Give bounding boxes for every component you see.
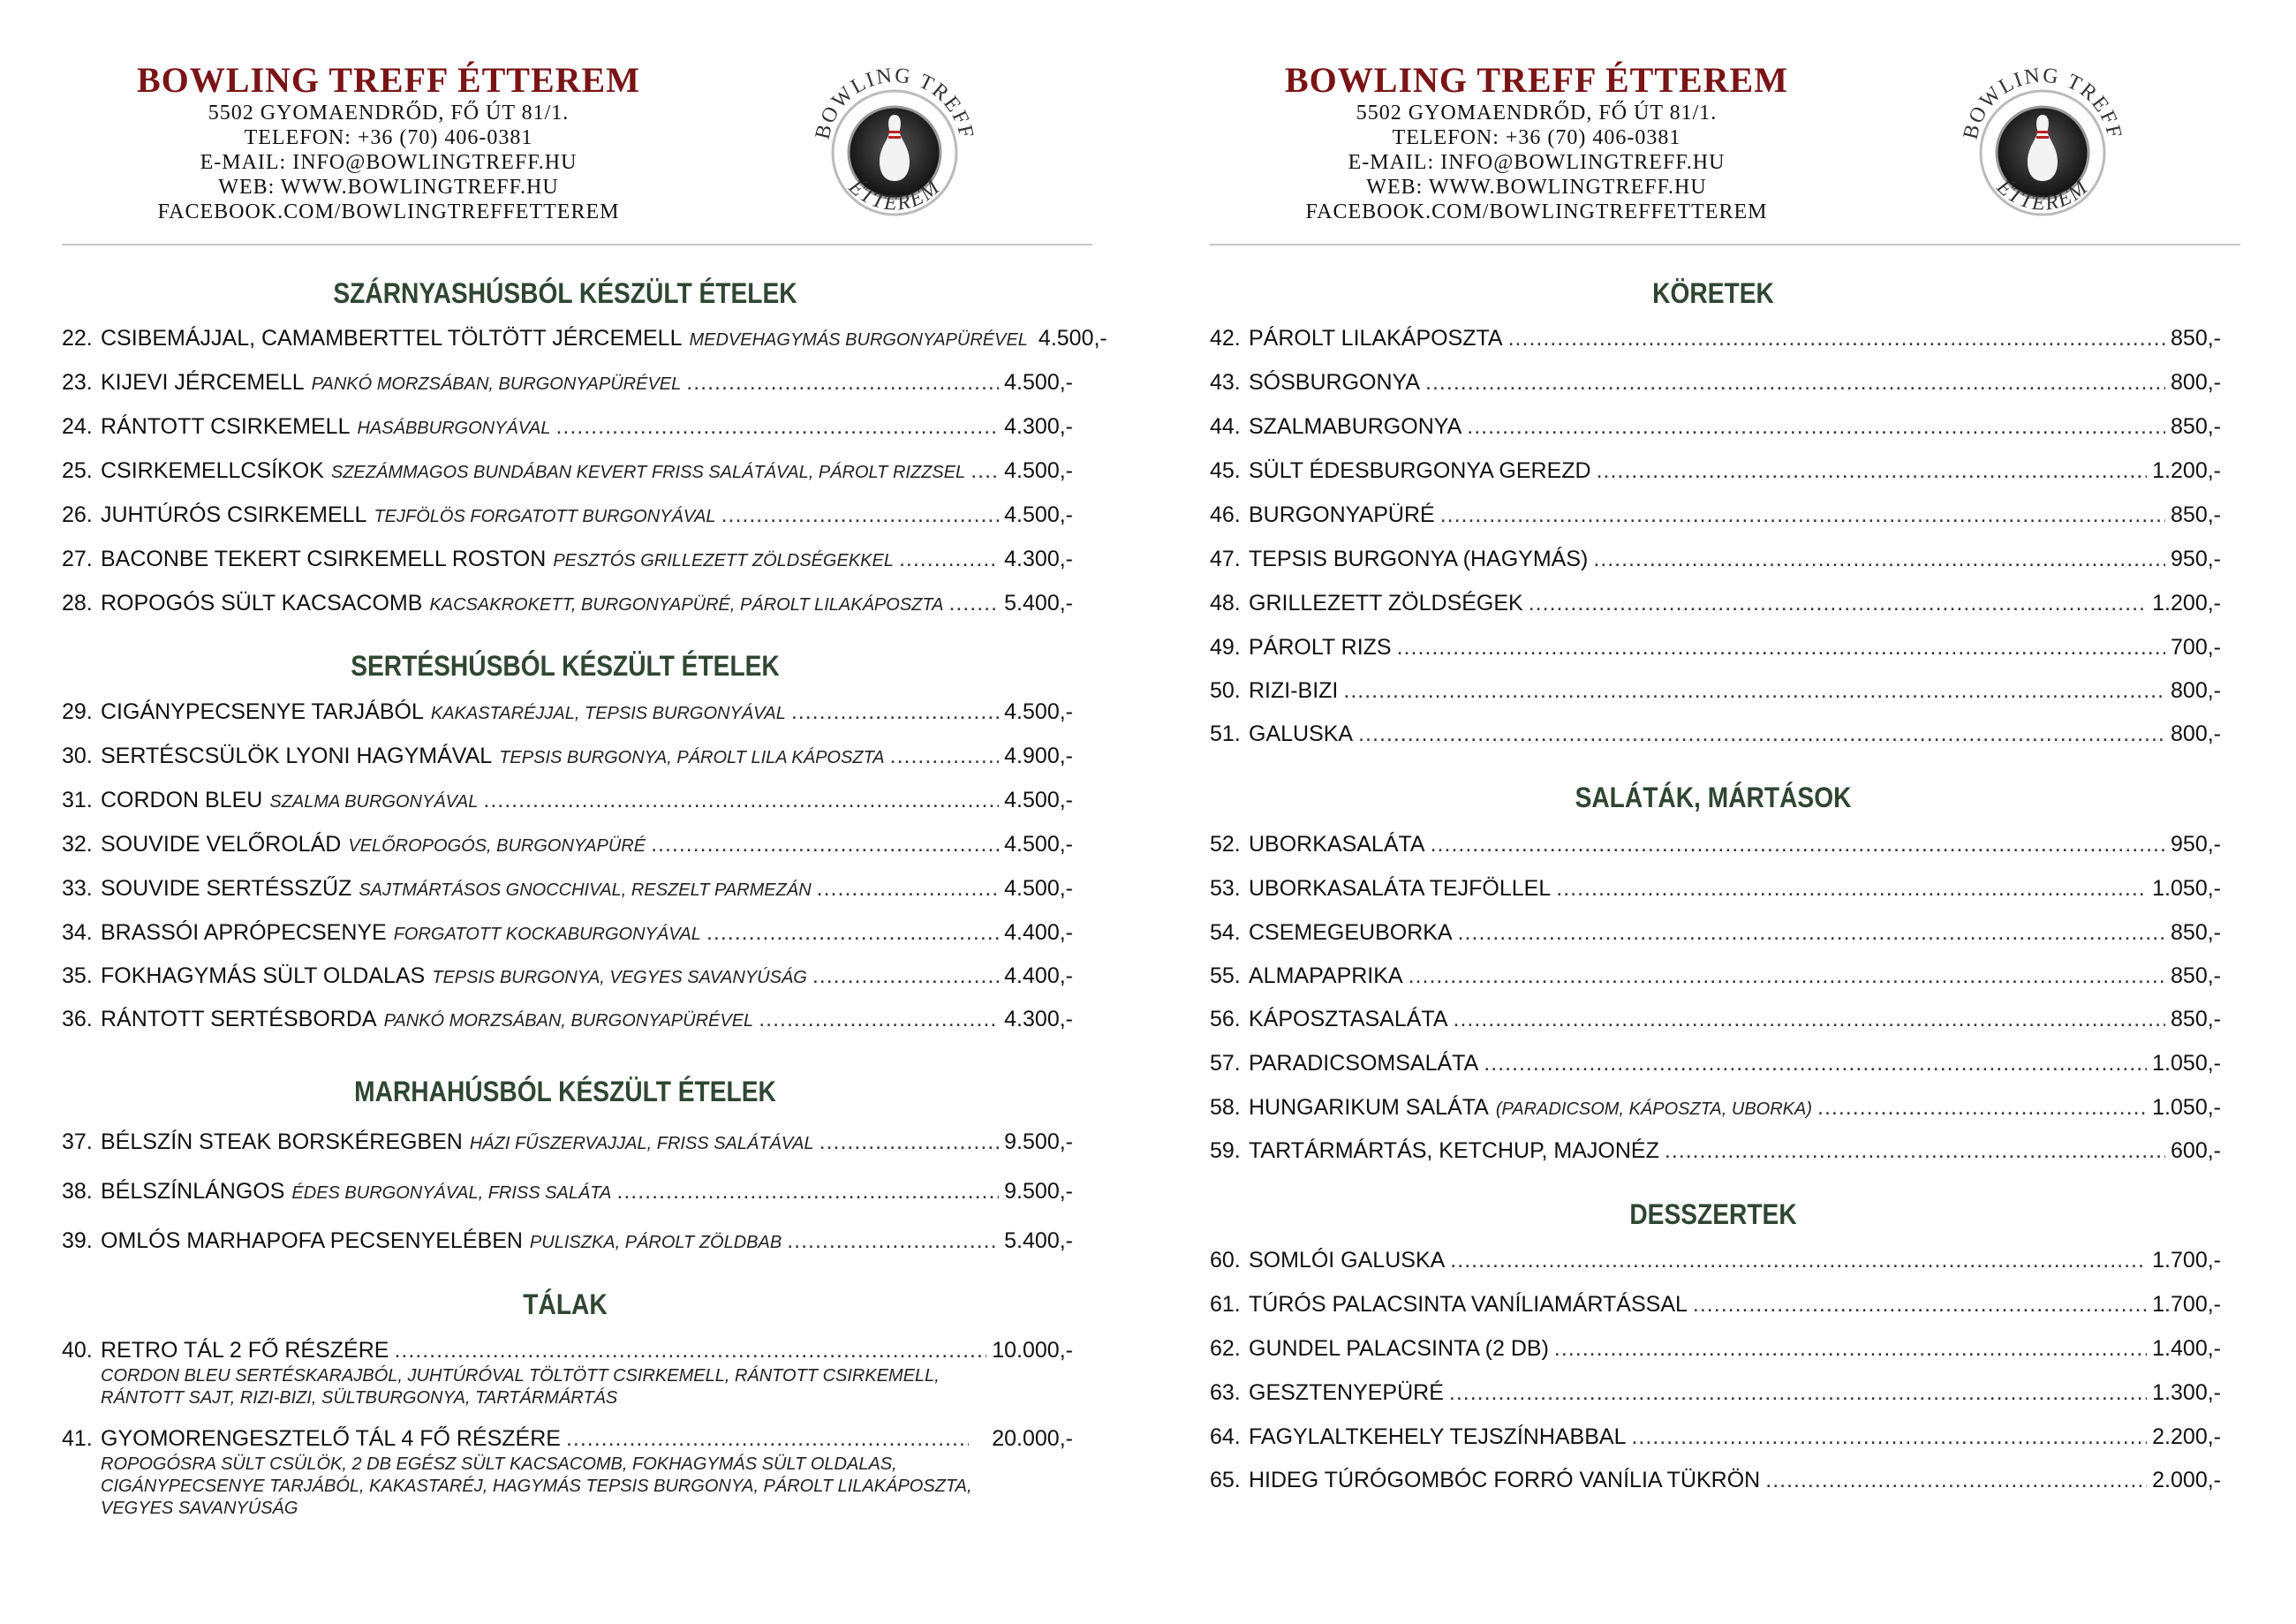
menu-item: 63. GESZTENYEPÜRÉ ..... 1.300,- — [1210, 1378, 2221, 1408]
menu-item: 47. TEPSIS BURGONYA (HAGYMÁS) ..... 950,- — [1210, 544, 2221, 574]
menu-item: 42. PÁROLT LILAKÁPOSZTA ..... 850,- — [1210, 323, 2221, 353]
section-title-salads: SALÁTÁK, MÁRTÁSOK — [1575, 782, 1852, 813]
section-title-pork: SERTÉSHÚSBÓL KÉSZÜLT ÉTELEK — [351, 650, 780, 682]
menu-item: 33. SOUVIDE SERTÉSSZŰZ SAJTMÁRTÁSOS GNOCCHIVAL, RESZELT PARMEZÁN ..... 4.500,- — [62, 873, 1073, 903]
menu-item: 34. BRASSÓI APRÓPECSENYE FORGATOTT KOCKABURGONYÁVAL ..... 4.400,- — [62, 918, 1073, 948]
restaurant-address: 5502 GYOMAENDRŐD, FŐ ÚT 81/1. — [208, 102, 570, 125]
logo-bottom-text: ÉTTEREM — [843, 175, 946, 215]
menu-item: 40. RETRO TÁL 2 FŐ RÉSZÉRE ..... 10.000,- CORDON BLEU SERTÉSKARAJBÓL, JUHTÚRÓVAL TÖLTÖTT CSIRKEMELL, RÁNTOTT CSIRKEMELL, RÁNTOTT SAJT, RIZI-BIZI, SÜLTBURGONYA, TARTÁRMÁRTÁS — [62, 1335, 1073, 1406]
menu-item: 30. SERTÉSCSÜLÖK LYONI HAGYMÁVAL TEPSIS BURGONYA, PÁROLT LILA KÁPOSZTA ..... 4.900,- — [62, 741, 1073, 771]
bowling-pin-logo — [802, 60, 987, 237]
menu-item: 59. TARTÁRMÁRTÁS, KETCHUP, MAJONÉZ ..... 600,- — [1210, 1136, 2221, 1166]
menu-item: 26. JUHTÚRÓS CSIRKEMELL TEJFÖLÖS FORGATOTT BURGONYÁVAL ..... 4.500,- — [62, 500, 1073, 530]
restaurant-contact — [62, 60, 715, 224]
restaurant-name: BOWLING TREFF ÉTTEREM — [1285, 60, 1788, 100]
menu-item: 29. CIGÁNYPECSENYE TARJÁBÓL KAKASTARÉJJAL, TEPSIS BURGONYÁVAL ..... 4.500,- — [62, 697, 1073, 727]
item-description: ROPOGÓSRA SÜLT CSÜLÖK, 2 DB EGÉSZ SÜLT KACSACOMB, FOKHAGYMÁS SÜLT OLDALAS, — [101, 1454, 897, 1474]
menu-item: 24. RÁNTOTT CSIRKEMELL HASÁBBURGONYÁVAL ..... 4.300,- — [62, 412, 1073, 442]
menu-item: 25. CSIRKEMELLCSÍKOK SZEZÁMMAGOS BUNDÁBAN KEVERT FRISS SALÁTÁVAL, PÁROLT RIZZSEL ..... 4.500,- — [62, 456, 1073, 486]
menu-item: 57. PARADICSOMSALÁTA ..... 1.050,- — [1210, 1048, 2221, 1078]
menu-item: 58. HUNGARIKUM SALÁTA (PARADICSOM, KÁPOSZTA, UBORKA) ..... 1.050,- — [1210, 1092, 2221, 1122]
menu-item: 37. BÉLSZÍN STEAK BORSKÉREGBEN HÁZI FŰSZERVAJJAL, FRISS SALÁTÁVAL ..... 9.500,- — [62, 1127, 1073, 1157]
restaurant-header — [1210, 60, 2240, 245]
restaurant-contact — [1210, 60, 1863, 224]
menu-item: 55. ALMAPAPRIKA ..... 850,- — [1210, 961, 2221, 991]
menu-item: 38. BÉLSZÍNLÁNGOS ÉDES BURGONYÁVAL, FRISS SALÁTA ..... 9.500,- — [62, 1176, 1073, 1206]
restaurant-email: E-MAIL: INFO@BOWLINGTREFF.HU — [1348, 151, 1726, 174]
menu-item: 27. BACONBE TEKERT CSIRKEMELL ROSTON PESZTÓS GRILLEZETT ZÖLDSÉGEKKEL ..... 4.300,- — [62, 544, 1073, 574]
restaurant-phone: TELEFON: +36 (70) 406-0381 — [1392, 126, 1681, 149]
restaurant-web: WEB: WWW.BOWLINGTREFF.HU — [1366, 176, 1707, 199]
menu-item: 41. GYOMORENGESZTELŐ TÁL 4 FŐ RÉSZÉRE ..... 20.000,- ROPOGÓSRA SÜLT CSÜLÖK, 2 DB EGÉSZ SÜLT KACSACOMB, FOKHAGYMÁS SÜLT OLDALAS, CIGÁNYPECSENYE TARJÁBÓL, KAKASTARÉJ, HAGYMÁS TEPSIS BURGONYA, PÁROLT LILAKÁPOSZTA, VEGYES SAVANYÚSÁG — [62, 1424, 1073, 1521]
menu-item: 28. ROPOGÓS SÜLT KACSACOMB KACSAKROKETT, BURGONYAPÜRÉ, PÁROLT LILAKÁPOSZTA ..... 5.400,- — [62, 588, 1073, 618]
logo-top-text: BOWLING TREFF — [1959, 64, 2126, 142]
item-description: RÁNTOTT SAJT, RIZI-BIZI, SÜLTBURGONYA, TARTÁRMÁRTÁS — [101, 1388, 618, 1408]
menu-item: 54. CSEMEGEUBORKA ..... 850,- — [1210, 918, 2221, 948]
menu-item: 44. SZALMABURGONYA ..... 850,- — [1210, 412, 2221, 442]
item-description: VEGYES SAVANYÚSÁG — [101, 1499, 298, 1518]
item-description: CIGÁNYPECSENYE TARJÁBÓL, KAKASTARÉJ, HAGYMÁS TEPSIS BURGONYA, PÁROLT LILAKÁPOSZTA, — [101, 1477, 972, 1496]
restaurant-name: BOWLING TREFF ÉTTEREM — [137, 60, 640, 100]
menu-item: 48. GRILLEZETT ZÖLDSÉGEK ..... 1.200,- — [1210, 588, 2221, 618]
section-title-platters: TÁLAK — [523, 1288, 608, 1320]
menu-item: 22. CSIBEMÁJJAL, CAMAMBERTTEL TÖLTÖTT JÉRCEMELL MEDVEHAGYMÁS BURGONYAPÜRÉVEL 4.500,- — [62, 326, 1107, 351]
header-divider — [62, 244, 1092, 245]
menu-item: 56. KÁPOSZTASALÁTA ..... 850,- — [1210, 1004, 2221, 1034]
bowling-pin-logo — [1950, 60, 2135, 237]
menu-item: 65. HIDEG TÚRÓGOMBÓC FORRÓ VANÍLIA TÜKRÖN ..... 2.000,- — [1210, 1465, 2221, 1495]
restaurant-email: E-MAIL: INFO@BOWLINGTREFF.HU — [200, 151, 578, 174]
menu-item: 52. UBORKASALÁTA ..... 950,- — [1210, 829, 2221, 859]
item-description: CORDON BLEU SERTÉSKARAJBÓL, JUHTÚRÓVAL TÖLTÖTT CSIRKEMELL, RÁNTOTT CSIRKEMELL, — [101, 1366, 940, 1386]
menu-item: 50. RIZI-BIZI ..... 800,- — [1210, 676, 2221, 706]
menu-item: 46. BURGONYAPÜRÉ ..... 850,- — [1210, 500, 2221, 530]
section-title-beef: MARHAHÚSBÓL KÉSZÜLT ÉTELEK — [354, 1076, 776, 1107]
menu-item: 64. FAGYLALTKEHELY TEJSZÍNHABBAL ..... 2.200,- — [1210, 1422, 2221, 1452]
menu-item: 53. UBORKASALÁTA TEJFÖLLEL ..... 1.050,- — [1210, 873, 2221, 903]
menu-item: 51. GALUSKA ..... 800,- — [1210, 719, 2221, 749]
header-divider — [1210, 244, 2240, 245]
section-title-desserts: DESSZERTEK — [1629, 1198, 1797, 1230]
restaurant-address: 5502 GYOMAENDRŐD, FŐ ÚT 81/1. — [1356, 102, 1718, 125]
menu-item: 61. TÚRÓS PALACSINTA VANÍLIAMÁRTÁSSAL ..... 1.700,- — [1210, 1289, 2221, 1319]
menu-item: 49. PÁROLT RIZS ..... 700,- — [1210, 632, 2221, 662]
restaurant-facebook: FACEBOOK.COM/BOWLINGTREFFETTEREM — [157, 200, 620, 223]
restaurant-facebook: FACEBOOK.COM/BOWLINGTREFFETTEREM — [1305, 200, 1768, 223]
menu-item: 35. FOKHAGYMÁS SÜLT OLDALAS TEPSIS BURGONYA, VEGYES SAVANYÚSÁG ..... 4.400,- — [62, 961, 1073, 991]
restaurant-header — [62, 60, 1092, 245]
logo-bottom-text: ÉTTEREM — [1991, 175, 2094, 215]
menu-item: 39. OMLÓS MARHAPOFA PECSENYELÉBEN PULISZKA, PÁROLT ZÖLDBAB ..... 5.400,- — [62, 1226, 1073, 1256]
menu-item: 62. GUNDEL PALACSINTA (2 DB) ..... 1.400,- — [1210, 1333, 2221, 1363]
logo-top-text: BOWLING TREFF — [811, 64, 978, 142]
menu-item: 60. SOMLÓI GALUSKA ..... 1.700,- — [1210, 1245, 2221, 1275]
restaurant-web: WEB: WWW.BOWLINGTREFF.HU — [218, 176, 559, 199]
section-title-sides: KÖRETEK — [1652, 277, 1774, 309]
menu-item: 23. KIJEVI JÉRCEMELL PANKÓ MORZSÁBAN, BURGONYAPÜRÉVEL ..... 4.500,- — [62, 367, 1073, 397]
section-title-poultry: SZÁRNYASHÚSBÓL KÉSZÜLT ÉTELEK — [333, 277, 797, 309]
menu-item: 31. CORDON BLEU SZALMA BURGONYÁVAL ..... 4.500,- — [62, 785, 1073, 815]
menu-item: 36. RÁNTOTT SERTÉSBORDA PANKÓ MORZSÁBAN, BURGONYAPÜRÉVEL ..... 4.300,- — [62, 1004, 1073, 1034]
menu-item: 32. SOUVIDE VELŐROLÁD VELŐROPOGÓS, BURGONYAPÜRÉ ..... 4.500,- — [62, 829, 1073, 859]
menu-item: 43. SÓSBURGONYA ..... 800,- — [1210, 367, 2221, 397]
menu-item: 45. SÜLT ÉDESBURGONYA GEREZD ..... 1.200,- — [1210, 456, 2221, 486]
menu-page-right — [1148, 0, 2296, 1624]
restaurant-phone: TELEFON: +36 (70) 406-0381 — [244, 126, 533, 149]
